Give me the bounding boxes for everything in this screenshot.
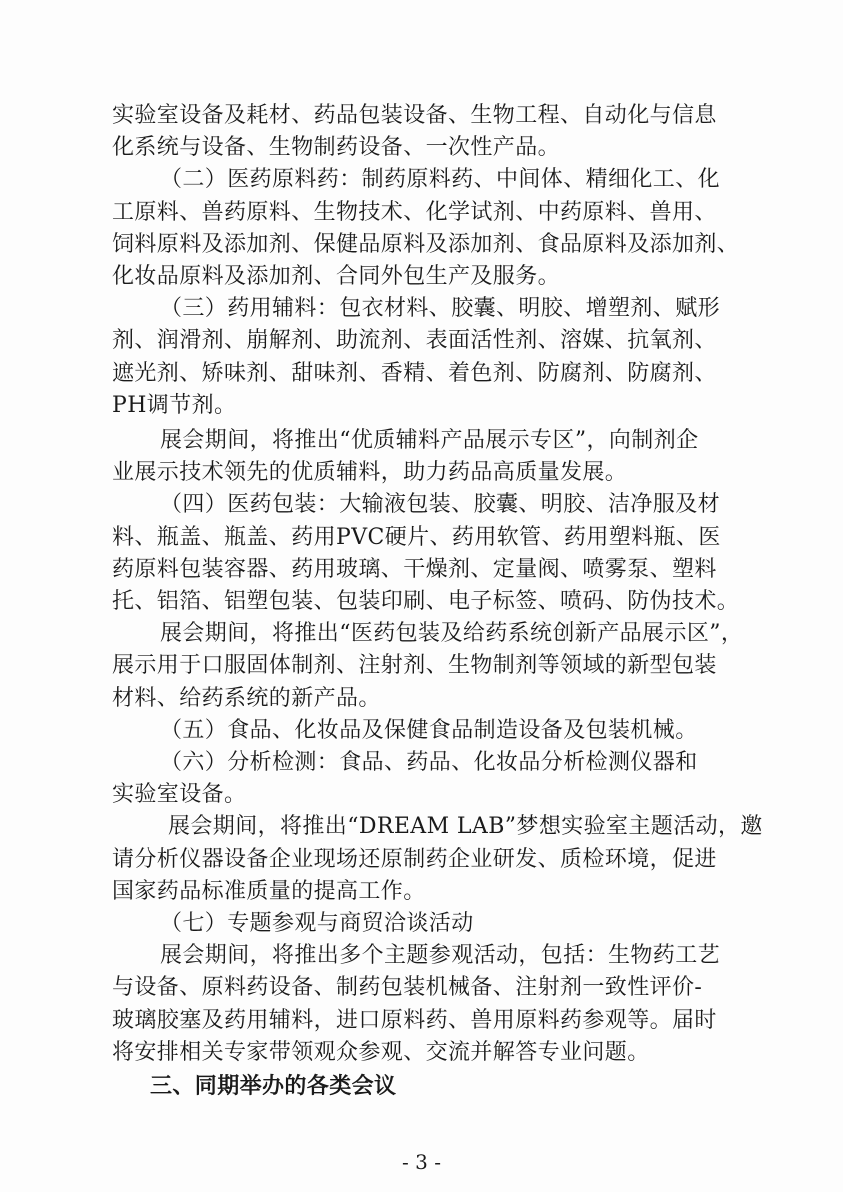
text-line: 工原料、兽药原料、生物技术、化学试剂、中药原料、兽用、	[112, 199, 717, 225]
page-number: - 3 -	[402, 1150, 441, 1174]
text-line: 国家药品标准质量的提高工作。	[112, 878, 426, 904]
text-line: 展会期间，将推出“DREAM LAB”梦想实验室主题活动，邀	[168, 814, 763, 840]
text-line: 业展示技术领先的优质辅料，助力药品高质量发展。	[112, 460, 628, 486]
text-line: （三）药用辅料：包衣材料、胶囊、明胶、增塑剂、赋形	[160, 296, 721, 322]
text-line: 实验室设备及耗材、药品包装设备、生物工程、自动化与信息	[112, 103, 717, 128]
text-line: 展会期间，将推出多个主题参观活动，包括：生物药工艺	[160, 943, 721, 969]
text-line: 化妆品原料及添加剂、合同外包生产及服务。	[112, 264, 561, 289]
text-line: 实验室设备。	[112, 782, 247, 808]
text-line: 料、瓶盖、瓶盖、药用PVC硬片、药用软管、药用塑料瓶、医	[112, 524, 721, 550]
text-line: （五）食品、化妆品及保健食品制造设备及包装机械。	[160, 717, 698, 743]
text-line: （二）医药原料药：制药原料药、中间体、精细化工、化	[160, 167, 721, 193]
text-line: 饲料原料及添加剂、保健品原料及添加剂、食品原料及添加剂、	[112, 231, 740, 257]
text-line: 展示用于口服固体制剂、注射剂、生物制剂等领域的新型包装	[112, 653, 717, 679]
text-line: 请分析仪器设备企业现场还原制药企业研发、质检环境，促进	[112, 846, 717, 872]
text-line: （七）专题参观与商贸洽谈活动	[160, 911, 474, 936]
text-line: 展会期间，将推出“优质辅料产品展示专区”，向制剂企	[160, 428, 699, 453]
text-line: 剂、润滑剂、崩解剂、助流剂、表面活性剂、溶媒、抗氧剂、	[112, 328, 717, 354]
text-line: 药原料包装容器、药用玻璃、干燥剂、定量阀、喷雾泵、塑料	[112, 556, 717, 582]
section-heading: 三、同期举办的各类会议	[150, 1073, 397, 1099]
text-line: 将安排相关专家带领观众参观、交流并解答专业问题。	[112, 1039, 650, 1065]
text-line: （四）医药包装：大输液包装、胶囊、明胶、洁净服及材	[160, 492, 721, 518]
text-line: 托、铝箔、铝塑包装、包装印刷、电子标签、喷码、防伪技术。	[112, 589, 740, 614]
text-line: 玻璃胶塞及药用辅料，进口原料药、兽用原料药参观等。届时	[112, 1007, 717, 1033]
text-line: PH调节剂。	[112, 392, 237, 418]
text-line: 材料、给药系统的新产品。	[112, 685, 381, 711]
text-line: （六）分析检测：食品、药品、化妆品分析检测仪器和	[160, 750, 698, 775]
text-line: 化系统与设备、生物制药设备、一次性产品。	[112, 135, 561, 161]
text-line: 遮光剂、矫味剂、甜味剂、香精、着色剂、防腐剂、防腐剂、	[112, 360, 717, 386]
text-line: 展会期间，将推出“医药包装及给药系统创新产品展示区”，	[160, 621, 744, 647]
text-line: 与设备、原料药设备、制药包装机械备、注射剂一致性评价-	[112, 975, 703, 1001]
